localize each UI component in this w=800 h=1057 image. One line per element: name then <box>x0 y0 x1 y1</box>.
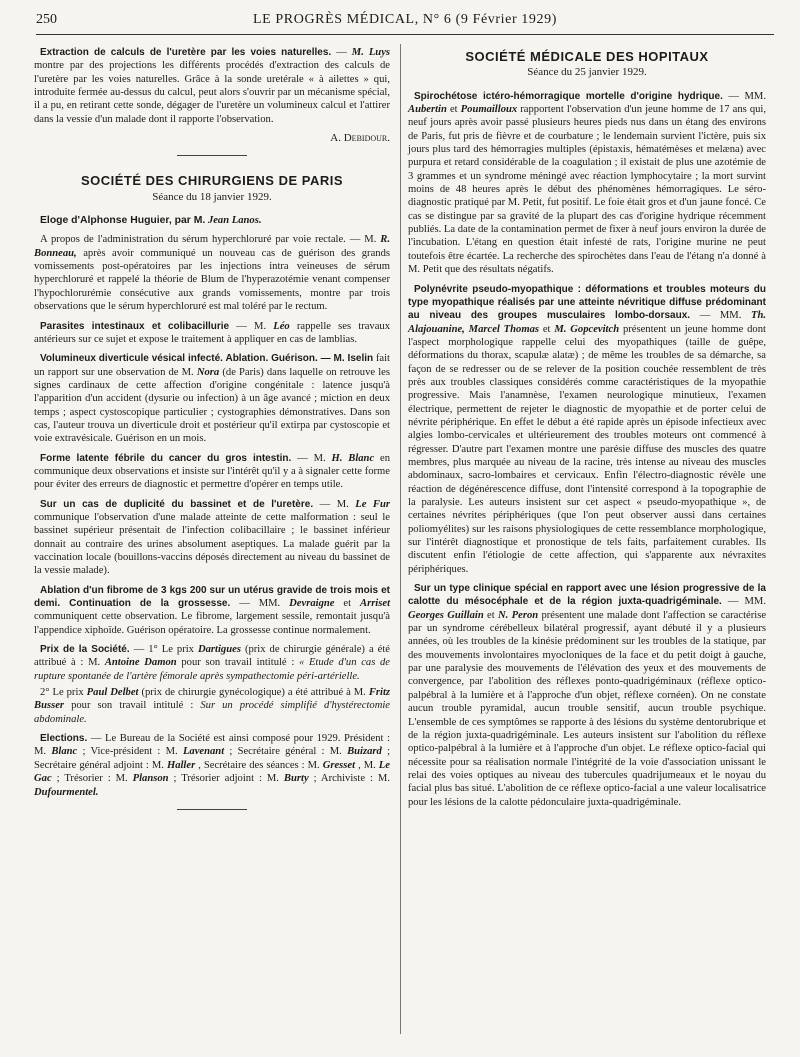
article-body: fait un rapport sur une observation de M. <box>34 353 390 378</box>
article-lead: Volumineux diverticule vésical infecté. Ablation. Guérison. — M. Iselin <box>40 353 374 365</box>
author-name: Devraigne <box>289 598 335 610</box>
article-serum-rectal <box>34 233 390 313</box>
author-name: Arriset <box>360 598 391 610</box>
right-column <box>408 46 766 815</box>
article-body: — 1° Le prix <box>133 644 194 656</box>
article-body: communiquent cette observation. Le fibrome, largement sessile, remontait jusqu'à l'appendice xiphoïde. Guérison opératoire. La grossesse continue normalement. <box>34 611 390 636</box>
officer-name: Blanc <box>51 746 78 758</box>
work-title: Sur un procédé simplifié d'hystérectomie abdominale. <box>34 700 390 725</box>
prize-name: Dartigues <box>197 644 241 656</box>
article-spirochetose <box>408 90 766 277</box>
article-lead: Sur un cas de duplicité du bassinet et de l'uretère. <box>40 498 314 510</box>
article-parasites <box>34 320 390 347</box>
article-body: ; Secrétaire général : M. <box>229 746 342 758</box>
article-body: 2° Le prix <box>40 687 84 699</box>
officer-name: Le Gac <box>34 759 390 785</box>
conjunction: et <box>487 609 495 621</box>
dash-text: — MM. <box>239 598 281 610</box>
author-name: M. Luys <box>351 47 391 58</box>
author-name: R. Bonneau, <box>34 234 390 259</box>
article-lead: Parasites intestinaux et colibacillurie <box>40 320 230 332</box>
article-prix <box>34 643 390 683</box>
author-name: Jean Lanos. <box>207 215 262 227</box>
article-lead: Extraction de calculs de l'uretère par les voies naturelles. <box>40 47 332 58</box>
article-body: , M. <box>358 759 376 771</box>
article-body: ; Vice-président : M. <box>82 746 178 758</box>
officer-name: Lavenant <box>182 746 225 758</box>
article-body: (prix de chirurgie gynécologique) a été attribué à M. <box>141 687 366 699</box>
dash-text: — MM. <box>727 596 766 608</box>
author-name: Aubertin <box>408 104 447 116</box>
article-body: — Le Bureau de la Société est ainsi composé pour 1929. Président : M. <box>34 733 390 758</box>
dash-text: — M. <box>297 452 326 464</box>
article-body: présentent un jeune homme dont l'aspect morphologique rappelle celui des myopathiques (taille de guêpe, déformations du thorax, scapulæ alatæ) ; de même les troubles de sa démarche, sa façon de se redresser ou de se relever de la position couchée ressemblent de très près aux troubles classiques considérés comme caractéristiques de la myopathie progressive. Mais l'anamnèse, l'examen neurologique minutieux, l'examen électrique, permettent de rejeter le diagnostic de myopathie et de porter celui de névrite périphérique. En effet le début a été rapide après un épisode infectieux avec algies lombo-cervicales et ultérieurement des troubles moteurs ont commencé à régresser. D'autre part l'examen montre une parésie diffuse des muscles des quatre membres, plus marquée au niveau de la racine, très intense au niveau des muscles abdominaux, sacro-lombaires et cervicaux. Enfin l'électro-diagnostic révèle une réaction de dégénérescence diffuse, dont l'intensité correspond à la topographie de la paralysie. Les auteurs insistent sur cet aspect « pseudo-myopathique », de certaines névrites périphériques (que l'on peut observer aussi dans certaines poliomyélites) sur les raisons physiologiques de cette ressemblance morphologique, sur l'intérêt diagnostique et pronostique de tels faits, parfaitement curables. Ils discutent enfin l'étiologie de cette affection, qui s'apparente aux névraxites périphériques. <box>408 323 766 575</box>
section-separator <box>177 809 247 810</box>
article-elections <box>34 732 390 799</box>
officer-name: Buizard <box>347 746 382 758</box>
running-head <box>36 12 774 32</box>
officer-name: Haller <box>166 759 196 771</box>
journal-title: LE PROGRÈS MÉDICAL, N° 6 (9 Février 1929) <box>253 12 557 27</box>
header-rule <box>36 34 774 35</box>
article-lead: Forme latente fébrile du cancer du gros intestin. <box>40 452 292 464</box>
society-title: SOCIÉTÉ DES CHIRURGIENS DE PARIS <box>80 173 344 189</box>
session-date: Séance du 18 janvier 1929. <box>152 190 272 203</box>
article-body: (prix de chirurgie générale) a été attribué à : M. <box>34 644 390 669</box>
article-prix-2 <box>34 686 390 726</box>
conjunction: et <box>449 104 458 116</box>
dash-text: — MM. <box>699 310 742 322</box>
dash-text: — M. <box>236 320 267 332</box>
article-lead: Prix de la Société. <box>40 644 130 656</box>
officer-name: Gresset <box>322 759 356 771</box>
article-cancer <box>34 452 390 492</box>
winner-name: Antoine Damon <box>104 657 177 669</box>
article-lead: Elections. <box>40 733 88 745</box>
author-name: N. Peron <box>498 609 539 621</box>
officer-name: Burty <box>283 773 309 785</box>
article-body: ; Secrétaire général adjoint : M. <box>34 746 391 771</box>
article-body: pour son travail intitulé : <box>71 700 194 712</box>
article-body: A propos de l'administration du sérum hyperchloruré par voie rectale. — M. <box>40 234 377 246</box>
article-extraction-calculs: Extraction de calculs de l'uretère par les voies naturelles. — M. Luys montre par des projections les différents procédés d'extraction des calculs de l'uretère par les voies naturelles. Grâce à la sonde uretérale « à ailettes » qui, introduite fermée au-dessus du calcul, peut alors s'ouvrir par un mécanisme spécial, il a pu, en retirant cette sonde, dégager de l'uretère un volumineux calcul et l'attirer dans la vessie d'un malade dont il rapporte l'observation. <box>34 47 391 125</box>
work-title: « Etude d'un cas de rupture spontanée de l'artère fémorale après sympathectomie péri-artérielle. <box>34 657 391 682</box>
article-body: , Secrétaire des séances : M. <box>198 759 320 771</box>
article-body: (de Paris) dans laquelle on retrouve les signes cardinaux de cette affection d'origine congénitale : latence jusqu'à l'apparition d'un accident (dysurie ou infection) à un âge avancé ; miction en deux temps ; aspect cystoscopique particulier ; cystographies démonstratives. Dans son cas, l'auteur trouva un diverticule droit et postérieur qu'il extirpa par cystoscopie et voie extravésicale. Guérison en un mois. <box>34 366 391 445</box>
conjunction: et <box>343 598 352 610</box>
article-lead: Ablation d'un fibrome de 3 kgs 200 sur un utérus gravide de trois mois et demi. Continuation de la grossesse. <box>34 584 390 610</box>
officer-name: Planson <box>132 773 169 785</box>
article-body: après avoir communiqué un nouveau cas de guérison des grands vomissements post-opératoires par les injections intra veineuses de sérum hyperchloruré et rappelé la théorie de Blum de l'hyperazotémie venant compenser l'hypochlorurémie consécutive aux grands vomissements, montre par trois observations que le sérum hyperchloruré est mal toléré par le rectum. <box>34 247 391 313</box>
article-fibrome <box>34 584 390 637</box>
article-lead: Eloge d'Alphonse Huguier, par M. <box>40 215 206 227</box>
author-name: Léo <box>273 320 290 332</box>
article-lead: Spirochétose ictéro-hémorragique mortelle d'origine hydrique. <box>414 90 723 102</box>
article-lead: Sur un type clinique spécial en rapport avec une lésion progressive de la calotte du mésocéphale et de la région juxta-quadrigéminale. <box>408 583 766 608</box>
author-name: Le Fur <box>355 498 391 510</box>
article-type-clinique <box>408 582 766 809</box>
article-body: rapportent l'observation d'un jeune homme de 17 ans qui, neuf jours après avoir passé plusieurs heures pieds nus dans un étang des environs de Paris, fut pris de fièvre et de courbature ; le lendemain survient l'ictère, puis six jours plus tard des hémorragies multiples (épistaxis, hématémèses et melæna) avec purpura et retard considérable de la coagulation ; il existait de plus une azotémie de 3 grammes et un syndrome méningé avec réaction lymphocytaire ; la mort survint moins de 48 heures après le début des phénomènes hémorragiques. Le séro-diagnostic pratiqué par M. Petit, fut positif. Le foie était gros et d'un jaune foncé. Ce cas se distingue par sa gravité de la plupart des cas d'origine hydrique récemment publiés. La date de la contamination permet de fixer à neuf jours environ la durée de l'incubation. L'étang en question était infesté de rats, l'origine murine ne peut toutefois être écartée. La recherche des spirochètes dans l'eau de l'étang n'a donné à M. Petit que des résultats négatifs. <box>408 104 767 276</box>
page-number: 250 <box>36 12 57 27</box>
article-duplicite <box>34 498 390 578</box>
signature: A. Debidour. <box>330 132 390 145</box>
article-body: ; Trésorier adjoint : M. <box>173 773 279 785</box>
article-lead: Polynévrite pseudo-myopathique : déformations et troubles moteurs du type myopathique réalisés par une atteinte névritique diffuse prédominant au niveau des groupes musculaires lombo-dorsaux. <box>408 283 766 322</box>
article-body: présentent une malade dont l'affection se caractérise par un syndrome cérébelleux bilatéral progressif, ayant débuté il y a plusieurs années, où les troubles de la kinésie prédominent sur les troubles de la statique, par des mouvements involontaires myocloniques de la face et du petit doigt à gauche, par une paralysie des mouvements de l'élévation des yeux et des mouvements de convergence, par l'abolition des réflexes ponto-quadrigéminaux (réflexe optico-palpébral à la lumière et à l'approche d'un objet, réflexe cornéen). On ne constate aucun trouble pyramidal, aucun trouble sensitif, aucun trouble psychique. L'ensemble de ces symptômes se rapporte à des lésions du système dentorubrique et de la région juxta-quadrigéminale. Les auteurs insistent sur l'abolition du réflexe optico-palpébral à la lumière et à l'approche d'un objet. Le réflexe optico-facial qui nécessite pour sa réalisation normale l'intégrité de la voie d'association unissant le relai des voies optiques au niveau des tubercules quadrijumeaux et le noyau du facial plus bas situé. L'abolition de ce réflexe optico-facial a une valeur localisatrice pour les lésions de la calotte pédonculaire juxta-quadrigéminale. <box>408 609 767 808</box>
officer-name: Dufourmentel. <box>34 786 99 798</box>
author-name: Poumailloux <box>460 104 518 116</box>
author-name: M. Gopcevitch <box>554 323 620 335</box>
column-divider <box>400 44 401 1034</box>
article-body: en communique deux observations et insiste sur l'intérêt qu'il y a à signaler cette forme pour éviter des erreurs de diagnostic et permettre d'opérer en temps utile. <box>34 452 390 491</box>
article-diverticule <box>34 352 390 445</box>
article-body: communique l'observation d'une malade atteinte de cette malformation : seul le bassinet supérieur présentait de l'infection colibacillaire ; le bassinet inférieur donnait au contraire des urines absolument aseptiques. La malade guérit par la vaccination locale (bouillons-vaccins déposés directement au niveau du bassinet de la vessie malade). <box>34 511 390 577</box>
section-separator <box>177 155 247 156</box>
author-name: Th. Alajouanine, Marcel Thomas <box>408 310 766 335</box>
article-body: ; Archiviste : M. <box>313 773 390 785</box>
prize-name: Paul Delbet <box>86 687 139 699</box>
article-body: pour son travail intitulé : <box>181 657 295 669</box>
dash-text: — MM. <box>728 90 766 102</box>
author-name: Nora <box>196 366 220 378</box>
conjunction: et <box>542 323 551 335</box>
article-body: montre par des projections les différents procédés d'extraction des calculs de l'uretère par les voies naturelles. Grâce à la sonde uretérale « à ailettes » qui, introduite fermée au-dessus du calcul, peut alors s'ouvrir par un mécanisme spécial, il a pu, en retirant cette sonde, dégager de l'uretère un volumineux calcul et l'attirer dans la vessie d'un malade dont il rapporte l'observation. <box>34 60 390 125</box>
winner-name: Fritz Busser <box>34 687 391 712</box>
author-name: Georges Guillain <box>408 609 484 621</box>
article-eloge <box>34 214 390 227</box>
article-body: ; Trésorier : M. <box>56 773 128 785</box>
dash-text: — M. <box>319 498 349 510</box>
author-name: H. Blanc <box>331 452 375 464</box>
society-title: SOCIÉTÉ MÉDICALE DES HOPITAUX <box>465 49 709 64</box>
article-polynevrite <box>408 283 766 577</box>
article-body: rappelle ses travaux antérieurs sur ce sujet et expose le traitement à appliquer en cas de lamblias. <box>34 320 391 345</box>
session-date: Séance du 25 janvier 1929. <box>527 66 647 79</box>
left-column <box>34 46 390 824</box>
